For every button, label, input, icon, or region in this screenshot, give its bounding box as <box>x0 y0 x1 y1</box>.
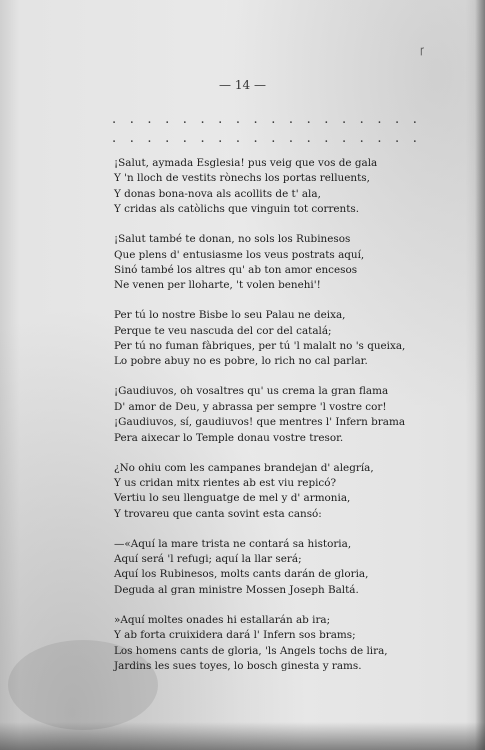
stanza <box>114 156 454 218</box>
stanza <box>114 232 454 294</box>
poem-line: »Aquí moltes onades hi estallarán ab ira; <box>114 613 331 626</box>
dot: . <box>165 131 170 146</box>
poem-line: Los homens cants de gloria, 'ls Angels tochs de lira, <box>114 644 388 657</box>
poem-line: Y 'n lloch de vestits rònechs los portas relluents, <box>114 172 370 185</box>
page-number: — 14 — <box>219 78 266 92</box>
dot: . <box>341 131 347 146</box>
dot: . <box>359 131 364 146</box>
dot: . <box>324 112 329 127</box>
dot: . <box>218 112 223 127</box>
dot: . <box>377 112 382 127</box>
stanza <box>114 384 454 446</box>
poem-line: Per tú no fuman fàbriques, per tú 'l malalt no 's queixa, <box>114 340 406 353</box>
dot: . <box>306 131 311 146</box>
dot: . <box>412 131 417 146</box>
poem-line: Pera aixecar lo Temple donau vostre tresor. <box>114 431 344 444</box>
dot: . <box>235 112 240 127</box>
poem-line: Y us cridan mitx rientes ab est viu repicó? <box>114 476 337 489</box>
dot: . <box>129 112 134 127</box>
poem-line: Y donas bona-nova als acollits de t' ala, <box>114 187 321 200</box>
poem-line: Sinó també los altres qu' ab ton amor encesos <box>114 263 358 276</box>
poem-line: Deguda al gran ministre Mossen Joseph Baltá. <box>114 583 359 596</box>
dot: . <box>271 131 276 146</box>
dot-separator <box>112 110 417 148</box>
poem-line: Ne venen per lloharte, 't volen benehi'! <box>114 279 321 292</box>
dot: . <box>165 112 170 127</box>
poem-line: ¡Salut també te donan, no sols los Rubinesos <box>114 233 351 246</box>
dot: . <box>359 112 364 127</box>
dot: . <box>129 131 134 146</box>
poem-line: Per tú lo nostre Bisbe lo seu Palau ne deixa, <box>114 309 346 322</box>
dot: . <box>288 112 294 127</box>
poem-line: Y ab forta cruixidera dará l' Infern sos brams; <box>114 629 356 642</box>
poem-text <box>114 156 454 689</box>
dot: . <box>271 112 276 127</box>
poem-line: Y cridas als catòlichs que vinguin tot corrents. <box>114 203 360 216</box>
poem-line: Perque te veu nascuda del cor del catalá; <box>114 324 332 337</box>
poem-line: Y trovareu que canta sovint esta cansó: <box>114 507 322 520</box>
dot: . <box>112 112 117 127</box>
stanza <box>114 537 454 599</box>
page-edge-shadow <box>475 0 485 750</box>
dot: . <box>112 131 117 146</box>
dot: . <box>200 112 205 127</box>
poem-line: ¡Salut, aymada Esglesia! pus veig que vos de gala <box>114 157 378 169</box>
poem-line: Jardins les sues toyes, lo bosch ginesta y rams. <box>114 659 362 672</box>
dot: . <box>395 131 400 146</box>
dot: . <box>412 112 417 127</box>
dot: . <box>306 112 311 127</box>
dot: . <box>200 131 205 146</box>
poem-line: D' amor de Deu, y abrassa per sempre 'l vostre cor! <box>114 400 387 413</box>
poem-line: —«Aquí la mare trista ne contará sa historia, <box>114 537 352 550</box>
dot: . <box>253 112 258 127</box>
dot: . <box>218 131 223 146</box>
poem-line: ¡Gaudiuvos, oh vosaltres qu' us crema la gran flama <box>114 385 389 398</box>
dot: . <box>147 131 152 146</box>
corner-mark: ꞅ <box>420 45 425 56</box>
poem-line: Aquí los Rubinesos, molts cants darán de gloria, <box>114 568 369 581</box>
stanza <box>114 613 454 675</box>
dot-row <box>112 110 417 129</box>
dot: . <box>341 112 347 127</box>
dot: . <box>324 131 329 146</box>
poem-line: ¿No ohiu com les campanes brandejan d' alegría, <box>114 461 374 474</box>
dot-row <box>112 129 417 148</box>
poem-line: Aquí será 'l refugi; aquí la llar será; <box>114 553 302 566</box>
poem-line: Lo pobre abuy no es pobre, lo rich no cal parlar. <box>114 355 368 368</box>
stanza <box>114 461 454 523</box>
dot: . <box>182 112 187 127</box>
page-bottom-shadow <box>0 722 485 750</box>
poem-line: ¡Gaudiuvos, sí, gaudiuvos! que mentres l' Infern brama <box>114 416 406 429</box>
dot: . <box>235 131 240 146</box>
poem-line: Que plens d' entusiasme los veus postrats aquí, <box>114 248 365 261</box>
dot: . <box>395 112 400 127</box>
dot: . <box>288 131 294 146</box>
dot: . <box>377 131 382 146</box>
dot: . <box>253 131 258 146</box>
poem-line: Vertiu lo seu llenguatge de mel y d' armonia, <box>114 492 351 505</box>
stanza <box>114 308 454 370</box>
dot: . <box>147 112 152 127</box>
dot: . <box>182 131 187 146</box>
